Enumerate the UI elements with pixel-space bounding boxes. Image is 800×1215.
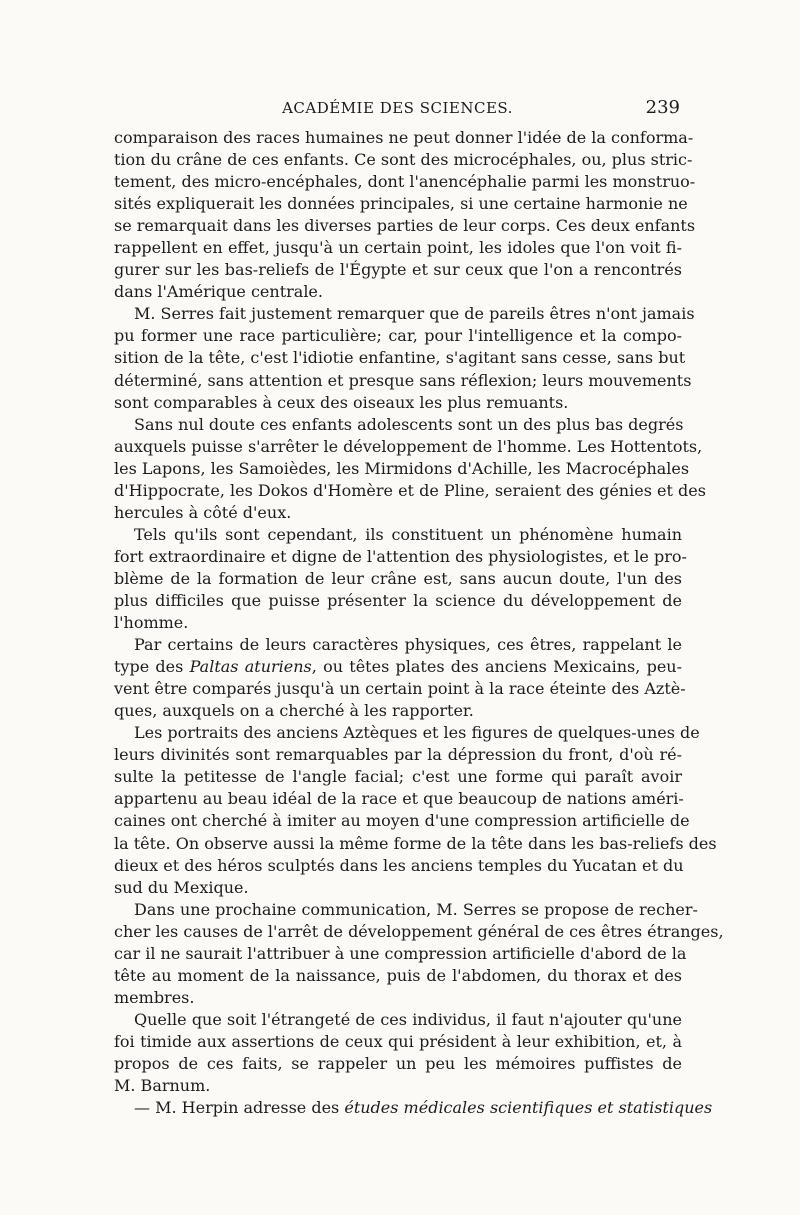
text-line: car il ne saurait l'attribuer à une compression artificielle d'abord de la	[114, 943, 687, 963]
text-line: Quelle que soit l'étrangeté de ces individus, il faut n'ajouter qu'une	[134, 1009, 682, 1029]
text-line: — M. Herpin adresse des études médicales scientifiques et statistiques	[134, 1098, 713, 1118]
text-line: ques, auxquels on a cherché à les rapporter.	[114, 701, 474, 721]
running-title: ACADÉMIE DES SCIENCES.	[282, 99, 513, 117]
text-line: rappellent en effet, jusqu'à un certain point, les idoles que l'on voit fi-	[114, 238, 682, 258]
text-line: se remarquait dans les diverses parties de leur corps. Ces deux enfants	[114, 216, 696, 236]
page-number: 239	[645, 97, 680, 118]
text-line: sités expliquerait les données principales, si une certaine harmonie ne	[114, 194, 688, 214]
text-line: sulte la petitesse de l'angle facial; c'est une forme qui paraît avoir	[114, 767, 682, 787]
text-line: Dans une prochaine communication, M. Serres se propose de recher-	[134, 899, 698, 919]
text-line: tête au moment de la naissance, puis de l'abdomen, du thorax et des	[114, 965, 682, 985]
text-line: d'Hippocrate, les Dokos d'Homère et de Pline, seraient des génies et des	[114, 480, 706, 500]
text-line: Par certains de leurs caractères physiques, ces êtres, rappelant le	[134, 635, 682, 655]
text-line: sud du Mexique.	[114, 877, 249, 897]
text-line: hercules à côté d'eux.	[114, 502, 292, 522]
text-line: leurs divinités sont remarquables par la dépression du front, d'où ré-	[114, 745, 682, 765]
text-line: sition de la tête, c'est l'idiotie enfantine, s'agitant sans cesse, sans but	[114, 348, 686, 368]
text-line: la tête. On observe aussi la même forme de la tête dans les bas-reliefs des	[114, 833, 717, 853]
text-line: dans l'Amérique centrale.	[114, 282, 323, 302]
text-line: les Lapons, les Samoièdes, les Mirmidons d'Achille, les Macrocéphales	[114, 458, 690, 478]
text-line: blème de la formation de leur crâne est, sans aucun doute, l'un des	[114, 568, 682, 588]
text-line: appartenu au beau idéal de la race et que beaucoup de nations améri-	[114, 789, 684, 809]
text-line: M. Barnum.	[114, 1076, 211, 1096]
text-line: fort extraordinaire et digne de l'attention des physiologistes, et le pro-	[114, 546, 687, 566]
text-line: caines ont cherché à imiter au moyen d'une compression artificielle de	[114, 811, 690, 831]
text-line: M. Serres fait justement remarquer que de pareils êtres n'ont jamais	[134, 304, 695, 324]
text-line: dieux et des héros sculptés dans les anciens temples du Yucatan et du	[114, 855, 684, 875]
text-line: plus difficiles que puisse présenter la science du développement de	[114, 590, 682, 610]
text-line: gurer sur les bas-reliefs de l'Égypte et sur ceux que l'on a rencontrés	[114, 260, 682, 280]
text-line: vent être comparés jusqu'à un certain point à la race éteinte des Aztè-	[114, 679, 686, 699]
text-line: foi timide aux assertions de ceux qui président à leur exhibition, et, à	[114, 1031, 682, 1051]
text-line: membres.	[114, 987, 195, 1007]
body-text	[114, 127, 724, 1119]
text-line: comparaison des races humaines ne peut donner l'idée de la conforma-	[114, 128, 694, 147]
text-line: Sans nul doute ces enfants adolescents sont un des plus bas degrés	[134, 414, 684, 434]
text-line: tement, des micro-encéphales, dont l'anencéphalie parmi les monstruo-	[114, 172, 696, 192]
text-line: propos de ces faits, se rappeler un peu les mémoires puffistes de	[114, 1053, 682, 1073]
text-line: Tels qu'ils sont cependant, ils constituent un phénomène humain	[134, 524, 682, 544]
text-line: sont comparables à ceux des oiseaux les plus remuants.	[114, 392, 569, 412]
text-line: type des Paltas aturiens, ou têtes plates des anciens Mexicains, peu-	[114, 657, 682, 677]
text-line: Les portraits des anciens Aztèques et les figures de quelques-unes de	[134, 723, 700, 743]
text-line: auxquels puisse s'arrêter le développement de l'homme. Les Hottentots,	[114, 436, 703, 456]
text-line: pu former une race particulière; car, pour l'intelligence et la compo-	[114, 326, 682, 346]
text-line: l'homme.	[114, 613, 189, 633]
italic-text: études médicales scientifiques et statistiques	[344, 1098, 713, 1118]
text-line: tion du crâne de ces enfants. Ce sont des microcéphales, ou, plus stric-	[114, 150, 693, 170]
italic-text: Paltas aturiens	[189, 657, 312, 677]
running-header	[115, 95, 680, 125]
text-line: cher les causes de l'arrêt de développement général de ces êtres étranges,	[114, 921, 724, 941]
text-line: déterminé, sans attention et presque sans réflexion; leurs mouvements	[114, 370, 692, 390]
